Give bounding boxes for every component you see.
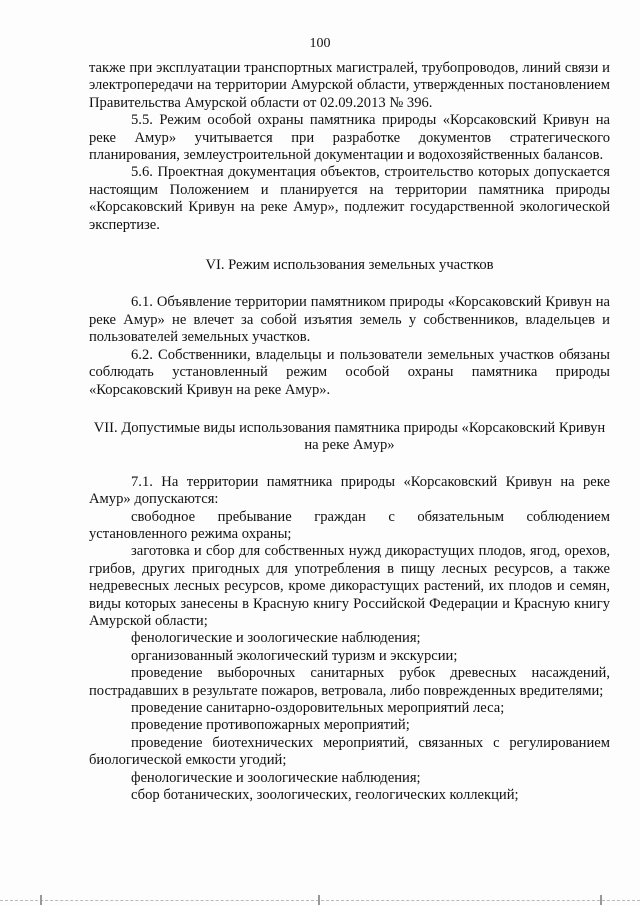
- scan-edge-line: [0, 900, 640, 901]
- scan-edge-mark: [318, 895, 320, 905]
- list-item: свободное пребывание граждан с обязательным соблюдением установленного режима охраны;: [89, 508, 610, 542]
- section-6-heading: VI. Режим использования земельных участков: [205, 257, 494, 274]
- list-item: проведение выборочных санитарных рубок древесных насаждений, пострадавших в результате пожаров, ветровала, либо поврежденных вредителями;: [89, 665, 610, 699]
- scan-edge-mark: [600, 895, 602, 905]
- paragraph-6-2: 6.2. Собственники, владельцы и пользователи земельных участков обязаны соблюдать установленный режим особой охраны памятника природы «Корсаковский Кривун на реке Амур».: [89, 346, 610, 398]
- document-body: [89, 60, 610, 804]
- paragraph-6-1: 6.1. Объявление территории памятником природы «Корсаковский Кривун на реке Амур» не влечет за собой изъятия земель у собственников, владельцев и пользователей земельных участков.: [89, 294, 610, 346]
- list-item: сбор ботанических, зоологических, геологических коллекций;: [131, 787, 519, 804]
- list-item: фенологические и зоологические наблюдения;: [131, 769, 421, 786]
- page-number: 100: [309, 36, 331, 51]
- scan-edge-mark: [40, 895, 42, 905]
- list-item: проведение санитарно-оздоровительных мероприятий леса;: [131, 700, 505, 716]
- list-item: фенологические и зоологические наблюдения;: [131, 630, 421, 647]
- paragraph-7-1: 7.1. На территории памятника природы «Корсаковский Кривун на реке Амур» допускаются:: [89, 473, 610, 508]
- list-item: проведение биотехнических мероприятий, связанных с регулированием биологической емкости угодий;: [89, 734, 610, 769]
- list-item: проведение противопожарных мероприятий;: [131, 717, 410, 734]
- list-item: заготовка и сбор для собственных нужд дикорастущих плодов, ягод, орехов, грибов, других пригодных для употребления в пищу лесных ресурсов, а также недревесных лесных ресурсов, кроме дикорастущих растений, их плодов и семян, виды которых занесены в Красную книгу Российской Федерации и Красную книгу Амурской области;: [89, 543, 610, 629]
- section-7-heading: VII. Допустимые виды использования памятника природы «Корсаковский Кривун на реке Амур»: [93, 419, 606, 454]
- paragraph-5-5: 5.5. Режим особой охраны памятника природы «Корсаковский Кривун на реке Амур» учитывается при разработке документов стратегического планирования, землеустроительной документации и водохозяйственных балансов.: [89, 112, 610, 164]
- paragraph-5-6: 5.6. Проектная документация объектов, строительство которых допускается настоящим Положением и планируется на территории памятника природы «Корсаковский Кривун на реке Амур», подлежит государственной экологической экспертизе.: [89, 164, 610, 233]
- list-item: организованный экологический туризм и экскурсии;: [131, 647, 458, 664]
- paragraph-continuation: также при эксплуатации транспортных магистралей, трубопроводов, линий связи и электропередачи на территории Амурской области, утвержденных постановлением Правительства Амурской области от 02.09.2013 № 396.: [89, 60, 610, 111]
